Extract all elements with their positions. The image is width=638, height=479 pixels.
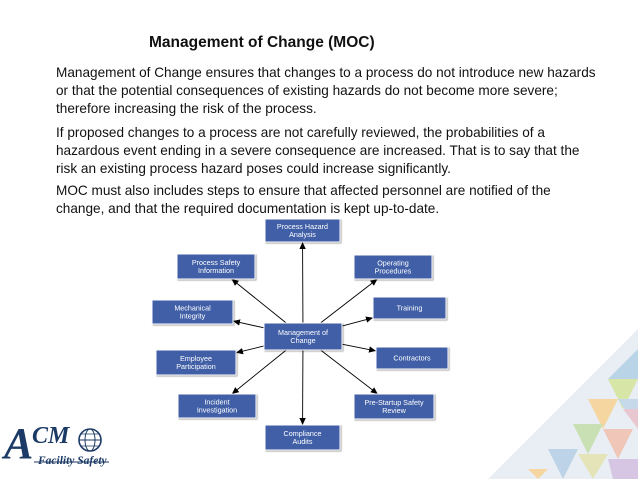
- page-title: Management of Change (MOC): [149, 34, 375, 51]
- node-management-of-change: [264, 323, 342, 350]
- node-pre-startup-safety-review-label-line: Pre-Startup Safety: [364, 397, 424, 407]
- node-pre-startup-safety-review: [354, 394, 434, 419]
- node-process-safety-information-label-line: Information: [198, 266, 234, 276]
- node-training: [373, 297, 446, 319]
- node-employee-participation-label-line: Employee: [180, 353, 212, 363]
- node-employee-participation-label-line: Participation: [176, 362, 216, 372]
- node-compliance-audits-label-line: Audits: [292, 437, 313, 447]
- node-process-hazard-analysis: [265, 219, 340, 242]
- arrow-process-safety-information: [232, 279, 287, 323]
- node-incident-investigation-label-line: Incident: [204, 397, 230, 407]
- paragraph-moc-definition: Management of Change ensures that changes to a process do not introduce new hazards or that the potential consequences of existing hazards do not become more severe; therefore increasing the risk of the process.: [56, 65, 596, 117]
- node-mechanical-integrity-label-line: Mechanical: [174, 303, 211, 313]
- node-management-of-change-label-line: Change: [290, 336, 316, 346]
- arrow-employee-participation: [236, 346, 264, 353]
- node-mechanical-integrity-label-line: Integrity: [179, 311, 206, 321]
- arrow-operating-procedures: [320, 279, 377, 323]
- arrow-incident-investigation: [232, 350, 286, 394]
- node-employee-participation: [156, 350, 236, 375]
- node-process-safety-information: [177, 254, 255, 279]
- arrow-pre-startup-safety-review: [321, 350, 378, 394]
- node-compliance-audits: [265, 425, 340, 450]
- arrow-contractors: [342, 344, 376, 351]
- paragraph-personnel: MOC must also includes steps to ensure that affected personnel are notified of the change, and that the required documentation is kept up-to-date.: [56, 183, 551, 217]
- paragraph-risk: If proposed changes to a process are not carefully reviewed, the probabilities of a hazardous event ending in a severe consequence are increased. That is to say that the risk an existing process hazard poses could increase significantly.: [56, 125, 580, 177]
- node-process-hazard-analysis-label-line: Process Hazard: [276, 221, 329, 231]
- node-operating-procedures-label-line: Procedures: [374, 266, 412, 276]
- node-training-label-line: Training: [396, 303, 423, 313]
- logo-letter-a: A: [4, 419, 34, 468]
- node-management-of-change-label-line: Management of: [278, 327, 328, 337]
- arrow-mechanical-integrity: [233, 321, 264, 328]
- node-process-hazard-analysis-label-line: Analysis: [289, 230, 316, 240]
- company-logo: [4, 418, 116, 476]
- logo-letters-cm: CM: [32, 423, 70, 449]
- node-operating-procedures-label-line: Operating: [377, 258, 409, 268]
- arrow-training: [342, 318, 373, 326]
- node-compliance-audits-label-line: Compliance: [283, 428, 322, 438]
- logo-tagline: Facility Safety: [38, 455, 107, 467]
- node-incident-investigation: [178, 394, 256, 418]
- node-mechanical-integrity: [152, 300, 233, 324]
- node-operating-procedures: [354, 255, 432, 279]
- decorative-corner-triangles: [488, 329, 638, 479]
- node-incident-investigation-label-line: Investigation: [196, 405, 238, 415]
- node-pre-startup-safety-review-label-line: Review: [382, 406, 406, 416]
- node-contractors: [376, 347, 448, 369]
- node-contractors-label-line: Contractors: [393, 353, 431, 363]
- node-process-safety-information-label-line: Process Safety: [191, 257, 241, 267]
